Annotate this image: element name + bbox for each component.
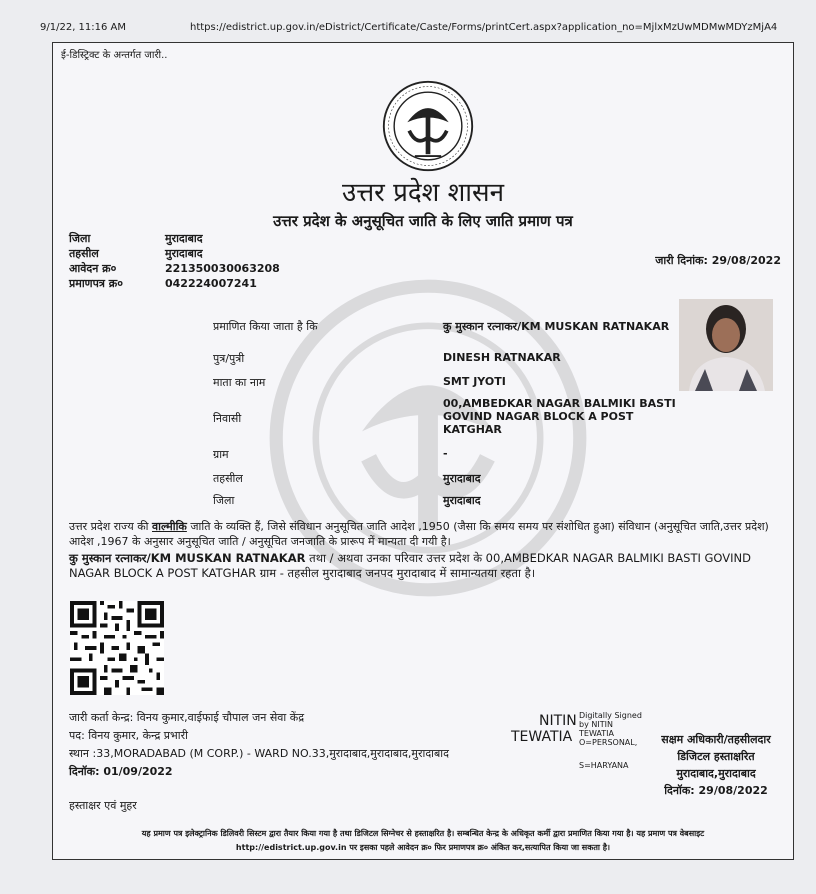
qr-code-icon <box>69 601 165 695</box>
top-note: ई-डिस्ट्रिक्ट के अन्तर्गत जारी.. <box>61 50 168 61</box>
applicant-photo <box>679 299 773 391</box>
print-url: https://edistrict.up.gov.in/eDistrict/Certificate/Caste/Forms/printCert.aspx?application_no=MjlxMzUwMDMwMDYzMjA4 <box>190 22 778 33</box>
residence-paragraph: कु मुस्कान रत्नाकर/KM MUSKAN RATNAKAR तथा / अथवा उनका परिवार उत्तर प्रदेश के 00,AMBEDKAR NAGAR BALMIKI BASTI GOVIND NAGAR BLOCK A POST KATGHAR ग्राम - तहसील मुरादाबाद जनपद मुरादाबाद में सामान्यतया रहता है। <box>69 551 751 580</box>
footer-note: यह प्रमाण पत्र इलेक्ट्रानिक डिलिवरी सिस्टम द्वारा तैयार किया गया है तथा डिजिटल सिग्नेचर से हस्ताक्षरित है। सम्बन्धित केन्द्र के अधिकृत कर्मी द्वारा प्रमाणित किया गया है। यह प्रमाण पत्र वेबसाइट http://edistrict.up.gov.in पर इसका पहले आवेदन क्र० फिर प्रमाणपत्र क्र० अंकित कर,सत्यापित किया जा सकता है। <box>141 829 705 852</box>
print-datetime: 9/1/22, 11:16 AM <box>40 22 127 33</box>
issuer-kendra: जारी कर्ता केन्द्र: विनय कुमार,वाईफाई चौपाल जन सेवा केंद्र <box>69 711 305 724</box>
meta-district: जिला मुरादाबाद <box>69 232 203 245</box>
govt-title: उत्तर प्रदेश शासन <box>341 178 505 208</box>
certificate: ई-डिस्ट्रिक्ट के अन्तर्गत जारी.. उत्तर प्रदेश शासन उत्तर प्रदेश के अनुसूचित जाति के लिए जाति प्रमाण पत्र जिला मुरादाबाद तहसील मुरादाबाद आवेदन क्र० 221350030063208 प्रमाणपत्र क्र० 042224007241 जारी दिनांक: 29/08/2022 प्रमाणित किया जाता है कि कु मुस्कान रत्नाकर/KM MUSKAN RATNAKAR पुत्र/पुत्री DINESH RATNAKAR माता का नाम SMT JYOTI निवासी 00,AMBEDKAR NAGAR BALMIKI BASTI GOVIND NAGAR BLOCK A POST KATGHAR ग्राम - तहसील मुरादाबाद जिला मुरादाबाद उत्तर प्रदेश राज्य की वाल्मीकि जाति के व्यक्ति हैं, जिसे संविधान अनुसूचित जाति आदेश ,1950 (जैसा कि समय समय पर संशोधित हुआ) संविधान (अनुसूचित जाति,उत्तर प्रदेश) आदेश ,1967 के अनुसार अनुसूचित जाति / अनुसूचित जनजाति के प्रारूप में मान्यता दी गयी है। कु मुस्कान रत्नाकर/KM MUSKAN RATNAKAR तथा / अथवा उनका परिवार उत्तर प्रदेश के 00,AMBEDKAR NAGAR BALMIKI BASTI GOVIND NAGAR BLOCK A POST KATGHAR ग्राम - तहसील मुरादाबाद जनपद मुरादाबाद में सामान्यतया रहता है। जारी कर्ता केन्द्र: विनय कुमार,वाईफाई चौपाल जन सेवा केंद्र पद: विनय कुमार, केन्द्र प्रभारी स्थान :33,MORADABAD (M CORP.) - WARD NO.33,मुरादाबाद,मुरादाबाद,मुरादाबाद दिनॉक: 01/09/2022 NITIN TEWATIA Digitally Signed by NITIN TEWATIA O=PERSONAL, S=HARYANA सक्षम अधिकारी/तहसीलदार डिजिटल हस्ताक्षरित मुरादाबाद,मुरादाबाद दिनॉक: 29/08/2022 हस्ताक्षर एवं मुहर यह प्रमाण पत्र इलेक्ट्रानिक डिलिवरी सिस्टम द्वारा तैयार किया गया है तथा डिजिटल सिग्नेचर से हस्ताक्षरित है। सम्बन्धित केन्द्र के अधिकृत कर्मी द्वारा प्रमाणित किया गया है। यह प्रमाण पत्र वेबसाइट http://edistrict.up.gov.in पर इसका पहले आवेदन क्र० फिर प्रमाणपत्र क्र० अंकित कर,सत्यापित किया जा सकता है। <box>52 42 794 860</box>
up-emblem-icon <box>381 79 475 173</box>
certificate-title: उत्तर प्रदेश के अनुसूचित जाति के लिए जाति प्रमाण पत्र <box>273 212 573 230</box>
issue-date: जारी दिनांक: 29/08/2022 <box>655 254 781 267</box>
issuer-block <box>69 709 449 781</box>
issuer-designation: पद: विनय कुमार, केन्द्र प्रभारी <box>69 729 188 742</box>
meta-certificate-no: प्रमाणपत्र क्र० 042224007241 <box>69 277 257 290</box>
signature-seal-label: हस्ताक्षर एवं मुहर <box>69 799 137 812</box>
meta-application-no: आवेदन क्र० 221350030063208 <box>69 262 280 275</box>
meta-tehsil: तहसील मुरादाबाद <box>69 247 203 260</box>
issuer-date: दिनॉक: 01/09/2022 <box>69 765 173 778</box>
authority-block: सक्षम अधिकारी/तहसीलदार डिजिटल हस्ताक्षरित मुरादाबाद,मुरादाबाद दिनॉक: 29/08/2022 <box>661 733 771 797</box>
issuer-place: स्थान :33,MORADABAD (M CORP.) - WARD NO.33,मुरादाबाद,मुरादाबाद,मुरादाबाद <box>69 747 449 760</box>
caste-paragraph: उत्तर प्रदेश राज्य की वाल्मीकि जाति के व्यक्ति हैं, जिसे संविधान अनुसूचित जाति आदेश ,1950 (जैसा कि समय समय पर संशोधित हुआ) संविधान (अनुसूचित जाति,उत्तर प्रदेश) आदेश ,1967 के अनुसार अनुसूचित जाति / अनुसूचित जनजाति के प्रारूप में मान्यता दी गयी है। <box>69 520 769 548</box>
